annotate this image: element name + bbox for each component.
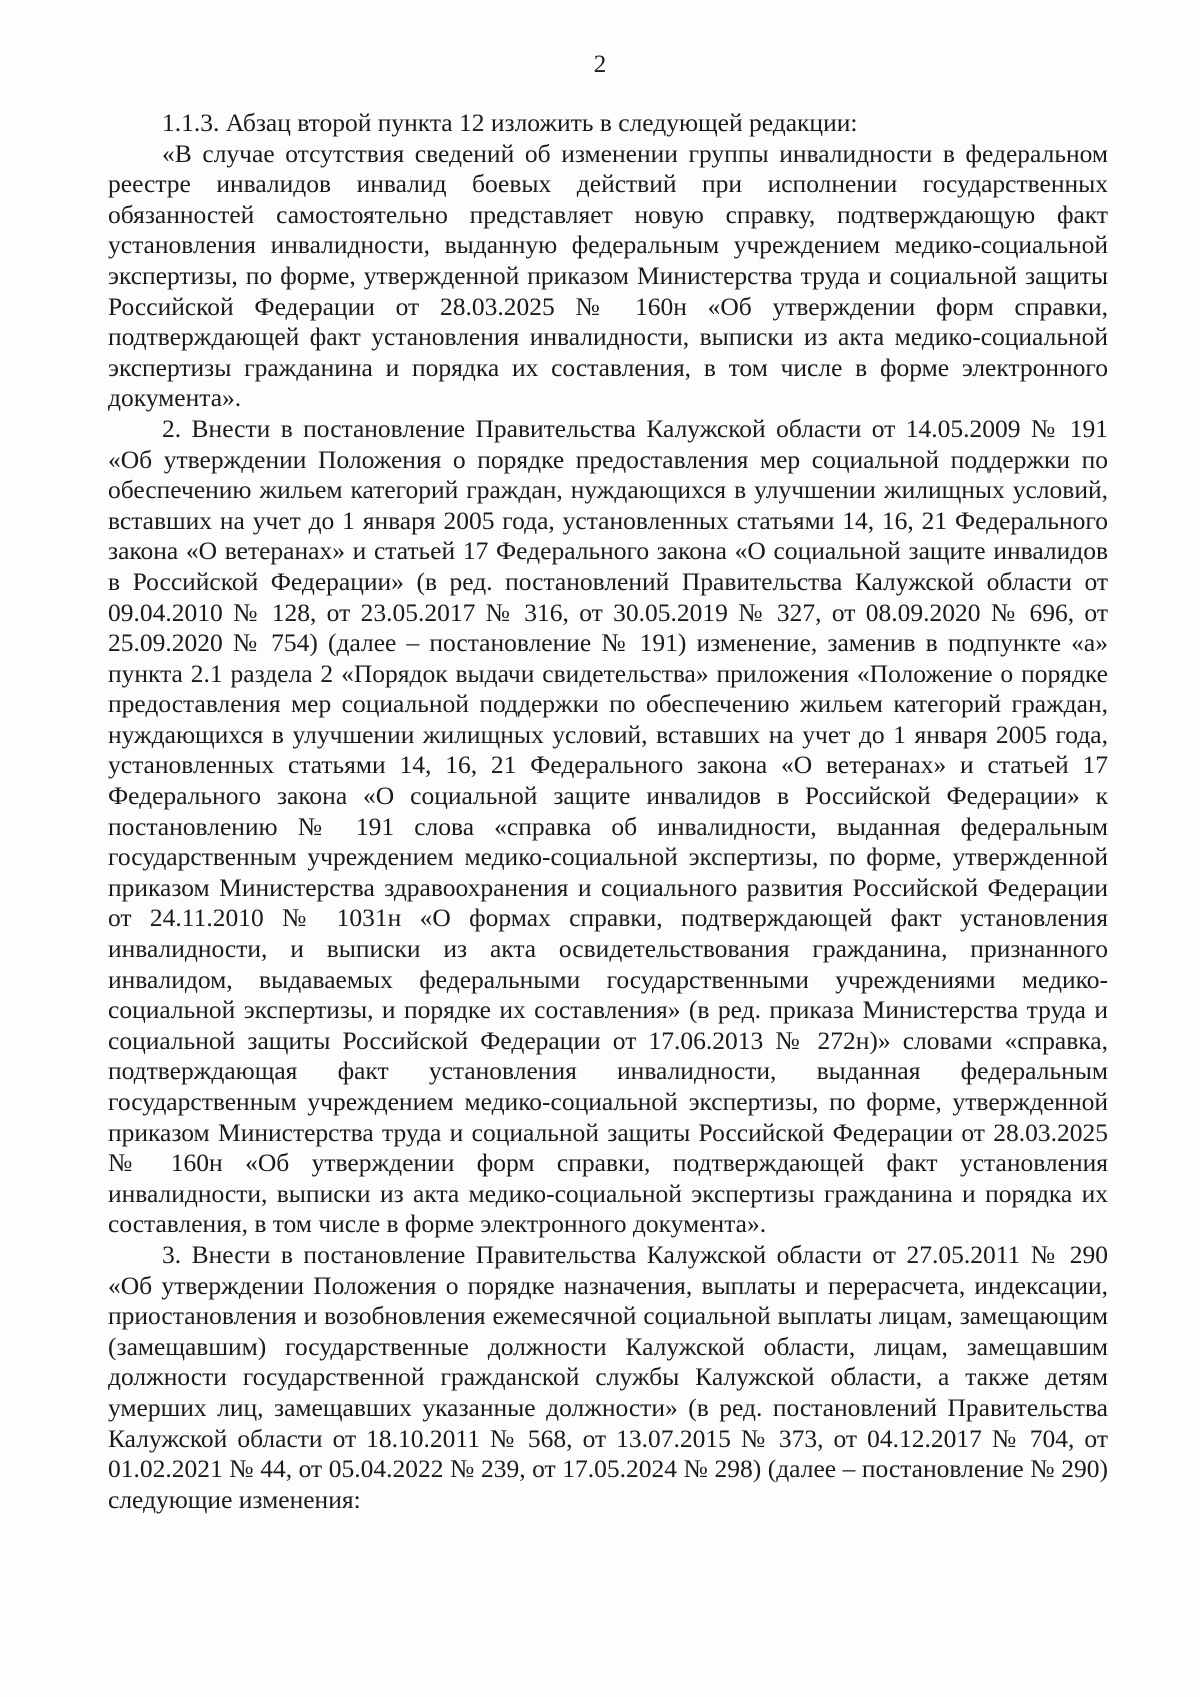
- paragraph-3: 3. Внести в постановление Правительства Калужской области от 27.05.2011 № 290 «Об утверждении Положения о порядке назначения, выплаты и перерасчета, индексации, приостановления и возобновления ежемесячной социальной выплаты лицам, замещающим (замещавшим) государственные должности Калужской области, лицам, замещавшим должности государственной гражданской службы Калужской области, а также детям умерших лиц, замещавших указанные должности» (в ред. постановлений Правительства Калужской области от 18.10.2011 № 568, от 13.07.2015 № 373, от 04.12.2017 № 704, от 01.02.2021 № 44, от 05.04.2022 № 239, от 17.05.2024 № 298) (далее – постановление № 290) следующие изменения:: [108, 1239, 1108, 1514]
- paragraph-2: 2. Внести в постановление Правительства Калужской области от 14.05.2009 № 191 «Об утверждении Положения о порядке предоставления мер социальной поддержки по обеспечению жильем категорий граждан, нуждающихся в улучшении жилищных условий, вставших на учет до 1 января 2005 года, установленных статьями 14, 16, 21 Федерального закона «О ветеранах» и статьей 17 Федерального закона «О социальной защите инвалидов в Российской Федерации» (в ред. постановлений Правительства Калужской области от 09.04.2010 № 128, от 23.05.2017 № 316, от 30.05.2019 № 327, от 08.09.2020 № 696, от 25.09.2020 № 754) (далее – постановление № 191) изменение, заменив в подпункте «а» пункта 2.1 раздела 2 «Порядок выдачи свидетельства» приложения «Положение о порядке предоставления мер социальной поддержки по обеспечению жильем категорий граждан, нуждающихся в улучшении жилищных условий, вставших на учет до 1 января 2005 года, установленных статьями 14, 16, 21 Федерального закона «О ветеранах» и статьей 17 Федерального закона «О социальной защите инвалидов в Российской Федерации» к постановлению № 191 слова «справка об инвалидности, выданная федеральным государственным учреждением медико-социальной экспертизы, по форме, утвержденной приказом Министерства здравоохранения и социального развития Российской Федерации от 24.11.2010 № 1031н «О формах справки, подтверждающей факт установления инвалидности, и выписки из акта освидетельствования гражданина, признанного инвалидом, выдаваемых федеральными государственными учреждениями медико-социальной экспертизы, и порядке их составления» (в ред. приказа Министерства труда и социальной защиты Российской Федерации от 17.06.2013 № 272н)» словами «справка, подтверждающая факт установления инвалидности, выданная федеральным государственным учреждением медико-социальной экспертизы, по форме, утвержденной приказом Министерства труда и социальной защиты Российской Федерации от 28.03.2025 № 160н «Об утверждении форм справки, подтверждающей факт установления инвалидности, выписки из акта медико-социальной экспертизы гражданина и порядка их составления, в том числе в форме электронного документа».: [108, 413, 1108, 1239]
- paragraph-quote-new-wording: «В случае отсутствия сведений об изменении группы инвалидности в федеральном реестре инвалидов инвалид боевых действий при исполнении государственных обязанностей самостоятельно представляет новую справку, подтверждающую факт установления инвалидности, выданную федеральным учреждением медико-социальной экспертизы, по форме, утвержденной приказом Министерства труда и социальной защиты Российской Федерации от 28.03.2025 № 160н «Об утверждении форм справки, подтверждающей факт установления инвалидности, выписки из акта медико-социальной экспертизы гражданина и порядка их составления, в том числе в форме электронного документа».: [108, 138, 1108, 413]
- document-body: [108, 108, 1108, 1515]
- paragraph-1-1-3: 1.1.3. Абзац второй пункта 12 изложить в следующей редакции:: [162, 108, 858, 137]
- page-number: 2: [593, 51, 607, 78]
